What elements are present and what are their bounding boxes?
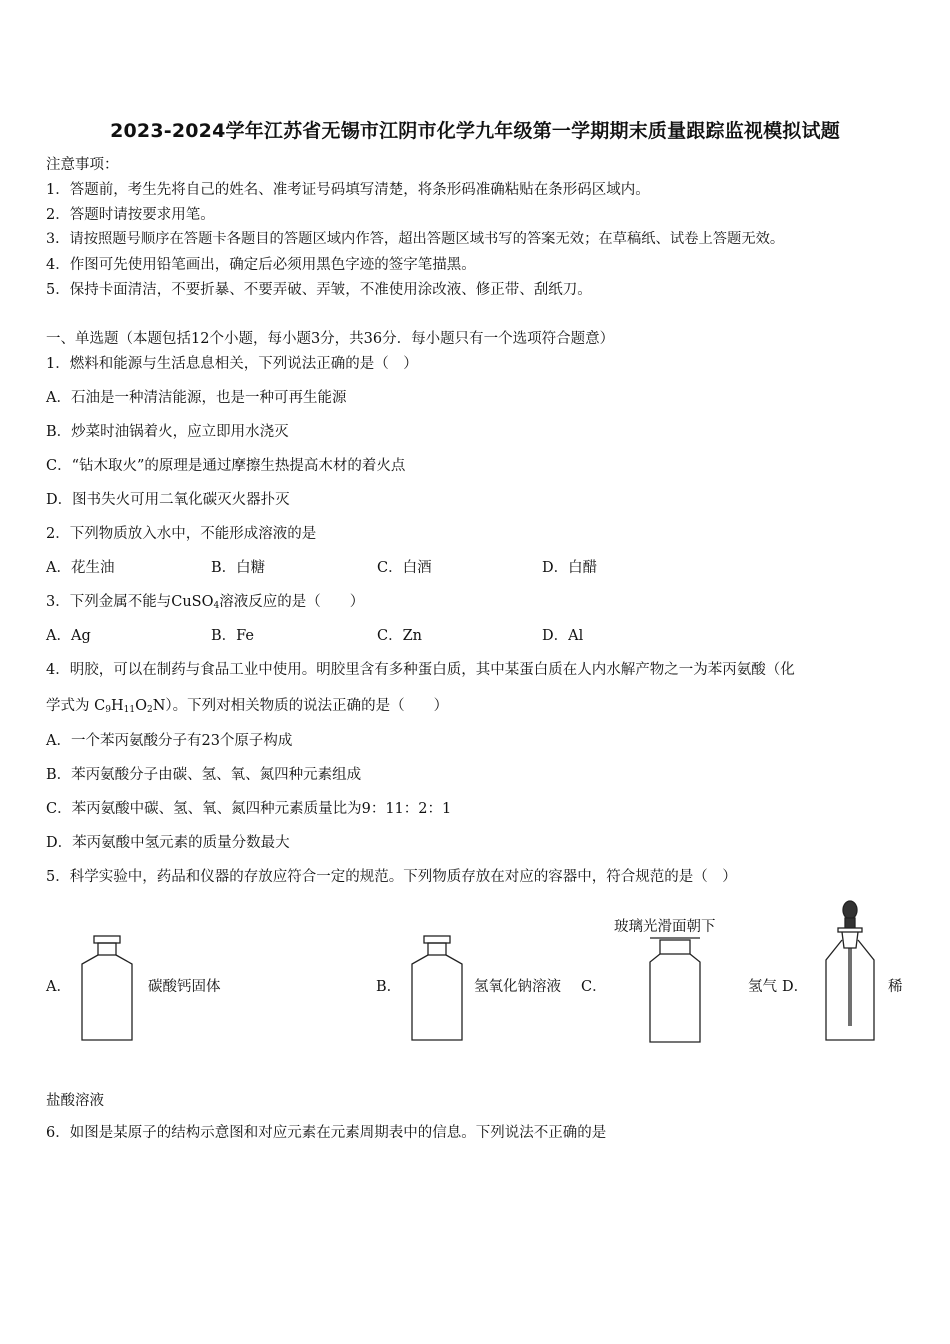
page-title: 2023-2024学年江苏省无锡市江阴市化学九年级第一学期期末质量跟踪监视模拟试题 [110, 120, 840, 142]
question-6-stem: 6．如图是某原子的结构示意图和对应元素在元素周期表中的信息。下列说法不正确的是 [46, 1125, 607, 1141]
notice-item: 4．作图可先使用铅笔画出，确定后必须用黑色字迹的签字笔描黑。 [46, 257, 476, 273]
notice-heading: 注意事项： [46, 157, 119, 173]
question-4-stem-line1: 4．明胶，可以在制药与食品工业中使用。明胶里含有多种蛋白质，其中某蛋白质在人内水解产物之一为苯丙氨酸（化 [46, 662, 795, 678]
question-5-option-c-label: C． [581, 979, 607, 995]
question-4-option-b: B．苯丙氨酸分子由碳、氢、氧、氮四种元素组成 [46, 767, 362, 783]
question-5-option-d-text: 稀 [888, 979, 903, 995]
question-1-option-d: D．图书失火可用二氧化碳灭火器扑灭 [46, 492, 290, 508]
section-heading: 一、单选题（本题包括12个小题，每小题3分，共36分．每小题只有一个选项符合题意） [46, 331, 615, 347]
question-3-formula: CuSO [171, 594, 214, 610]
gas-jar-icon [644, 936, 706, 1046]
notice-item: 2．答题时请按要求用笔。 [46, 207, 215, 223]
formula-element: H [110, 698, 124, 714]
question-1-option-b: B．炒菜时油锅着火，应立即用水浇灭 [46, 424, 289, 440]
question-4-text: N）。下列对相关物质的说法正确的是（ ） [152, 698, 449, 714]
question-3-stem-post: 溶液反应的是（ ） [219, 594, 365, 610]
question-3-option-b: B．Fe [211, 628, 255, 644]
question-1-option-a: A．石油是一种清洁能源，也是一种可再生能源 [46, 390, 347, 406]
formula-subscript: 11 [123, 705, 136, 715]
question-4-stem-line2 [46, 694, 448, 715]
question-5-option-d-text-continued: 盐酸溶液 [46, 1093, 104, 1109]
question-3-option-c: C．Zn [377, 628, 423, 644]
question-2-stem: 2．下列物质放入水中，不能形成溶液的是 [46, 526, 317, 542]
question-4-option-a: A．一个苯丙氨酸分子有23个原子构成 [46, 733, 293, 749]
question-5-option-b-label: B． [376, 979, 402, 995]
question-5-option-a-text: 碳酸钙固体 [148, 979, 221, 995]
wide-mouth-bottle-icon [76, 934, 138, 1044]
question-2-option-c: C．白酒 [377, 560, 432, 576]
question-4-option-d: D．苯丙氨酸中氢元素的质量分数最大 [46, 835, 290, 851]
question-5-option-c-caption: 玻璃光滑面朝下 [614, 919, 716, 935]
notice-item: 5．保持卡面清洁，不要折暴、不要弄破、弄皱，不准使用涂改液、修正带、刮纸刀。 [46, 282, 592, 298]
question-5-option-c-text: 氢气 [748, 979, 777, 995]
dropper-bottle-icon [820, 898, 880, 1044]
question-5-option-a-label: A． [46, 979, 71, 995]
question-3-option-a: A．Ag [46, 628, 91, 644]
notice-item: 1．答题前，考生先将自己的姓名、准考证号码填写清楚，将条形码准确粘贴在条形码区域内。 [46, 182, 650, 198]
question-2-option-b: B．白糖 [211, 560, 266, 576]
question-2-option-d: D．白醋 [542, 560, 598, 576]
question-4-text: 学式为 C [46, 698, 106, 714]
question-3-formula-subscript: 4 [213, 601, 220, 611]
question-4-option-c: C．苯丙氨酸中碳、氢、氧、氮四种元素质量比为9：11：2：1 [46, 801, 452, 817]
formula-subscript: 2 [146, 705, 153, 715]
notice-item: 3．请按照题号顺序在答题卡各题目的答题区域内作答，超出答题区域书写的答案无效；在草稿纸、试卷上答题无效。 [46, 231, 785, 247]
narrow-mouth-bottle-icon [406, 934, 468, 1044]
question-5-option-b-text: 氢氧化钠溶液 [474, 979, 561, 995]
question-5-option-d-label: D． [782, 979, 809, 995]
question-2-option-a: A．花生油 [46, 560, 115, 576]
question-1-stem: 1．燃料和能源与生活息息相关，下列说法正确的是（ ） [46, 356, 418, 372]
question-1-option-c: C．“钻木取火”的原理是通过摩擦生热提高木材的着火点 [46, 458, 406, 474]
formula-element: O [135, 698, 147, 714]
question-3-stem [46, 590, 364, 611]
question-5-stem: 5．科学实验中，药品和仪器的存放应符合一定的规范。下列物质存放在对应的容器中，符合规范的是（ ） [46, 869, 737, 885]
question-3-option-d: D．Al [542, 628, 584, 644]
formula-subscript: 9 [105, 705, 111, 715]
question-3-stem-pre: 3．下列金属不能与 [46, 594, 172, 610]
